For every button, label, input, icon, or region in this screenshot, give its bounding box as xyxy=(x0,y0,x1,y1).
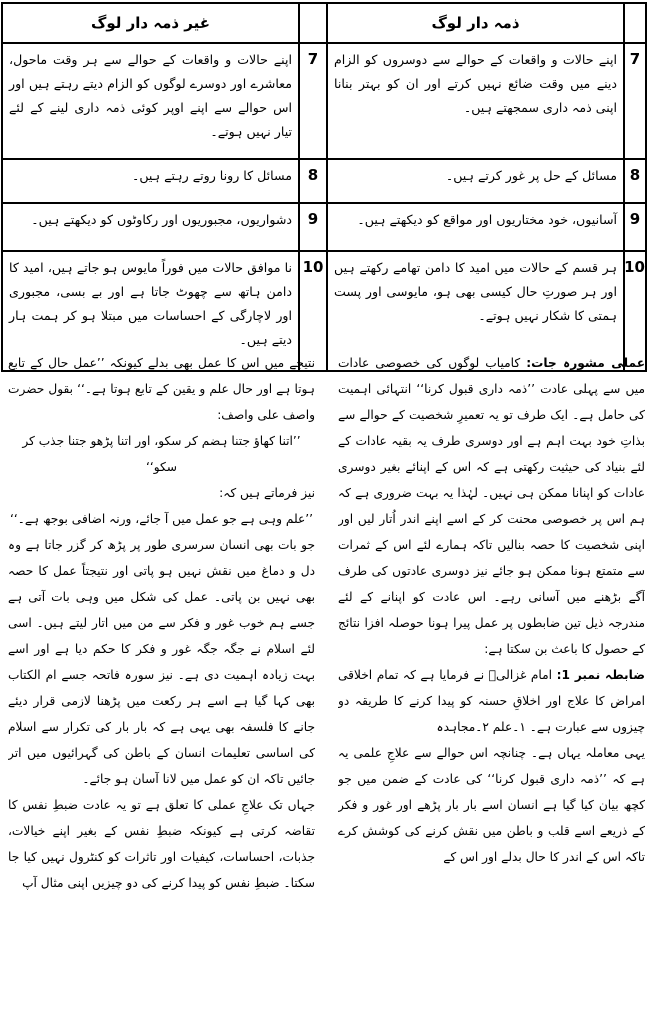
responsible-cell: مسائل کے حل پر غور کرتے ہیں۔ xyxy=(327,159,624,203)
row-number: 8 xyxy=(624,159,646,203)
irresponsible-cell: دشواریوں، مجبوریوں اور رکاوٹوں کو دیکھتے ہیں۔ xyxy=(2,203,299,251)
body-paragraph: نیز فرماتے ہیں کہ: xyxy=(219,486,315,500)
paragraph-text: امام غزالیؒ نے فرمایا ہے کہ تمام اخلاقی امراض کا علاج اور اخلاقِ حسنہ کو پیدا کرنے کا طریقہ دو چیزوں سے عبارت ہے۔ ۱۔علم ۲۔مجاہدہ xyxy=(338,668,645,734)
table-row xyxy=(2,159,646,203)
body-paragraph: جو بات بھی انسان سرسری طور پر پڑھ کر گزر جاتا ہے وہ دل و دماغ میں نقش نہیں ہو پاتی اور نتیجتاً عمل کا حصہ بھی نہیں بن پاتی۔ عمل کی شکل میں وہی بات آتی ہے جسے ہم خوب غور و فکر سے من میں اتار لیتے ہیں۔ اسی لئے اسلام نے جگہ جگہ غور و فکر کا حکم دیا ہے اور اسے بہت زیادہ اہمیت دی ہے۔ نیز سورہ فاتحہ جسے ام الکتاب بھی کہا گیا ہے اسے ہر رکعت میں پڑھنا لازمی قرار دیئے جانے کا فلسفہ بھی یہی ہے کہ بار بار کی تکرار سے اسلام کی اساسی تعلیمات انسان کے باطن کی گہرائیوں میں اتر جائیں تاکہ ان کو عمل میں لانا آسان ہو جائے۔ xyxy=(8,538,315,786)
responsible-cell: ہر قسم کے حالات میں امید کا دامن تھامے رکھتے ہیں اور ہر صورتِ حال کیسی بھی ہو، مایوسی اور پست ہمتی کا شکار نہیں ہوتے۔ xyxy=(327,251,624,371)
irresponsible-cell: اپنے حالات و واقعات کے حوالے سے ہر وقت ماحول، معاشرے اور دوسرے لوگوں کو الزام دیتے رہتے ہیں اور اس حوالے سے اپنے اوپر کوئی ذمہ داری لینے کے لئے تیار نہیں ہوتے۔ xyxy=(2,43,299,159)
rule-label: ضابطہ نمبر 1: xyxy=(556,668,645,682)
header-number-cell-2 xyxy=(299,3,327,43)
row-number: 7 xyxy=(624,43,646,159)
row-number: 10 xyxy=(624,251,646,371)
paragraph-text: کامیاب لوگوں کی خصوصی عادات میں سے پہلی عادت ’’ذمہ داری قبول کرنا‘‘ انتہائی اہمیت کی حامل ہے۔ ایک طرف تو یہ تعمیرِ شخصیت کے حوالے سے بذاتِ خود بہت اہم ہے اور دوسری طرف یہ بقیہ عادات کے لئے بنیاد کی حیثیت رکھتی ہے کہ اس کے اپنائے بغیر دوسری عادات کو اپنانا ممکن ہی نہیں۔ لہٰذا یہ بہت ضروری ہے کہ ہم اس پر خصوصی محنت کر کے اسے اپنے اندر اُتار لیں اور اپنی شخصیت کا حصہ بنالیں تاکہ ہمارے لئے اس کے ثمرات سے متمتع ہونا ممکن ہو جائے نیز دوسری عادتوں کی طرف آگے بڑھنے میں آسانی رہے۔ اس عادت کو اپنانے کے لئے مندرجہ ذیل تین ضابطوں پر عمل پیرا ہونا حوصلہ افزا نتائج کے حصول کا باعث بن سکتا ہے: xyxy=(338,356,645,656)
irresponsible-cell: مسائل کا رونا روتے رہتے ہیں۔ xyxy=(2,159,299,203)
left-text-column xyxy=(8,350,315,1032)
row-number: 8 xyxy=(299,159,327,203)
responsible-cell: اپنے حالات و واقعات کے حوالے سے دوسروں کو الزام دینے میں وقت ضائع نہیں کرتے اور ان کو بہتر بنانا اپنی ذمہ داری سمجھتے ہیں۔ xyxy=(327,43,624,159)
quotation: ’’علم وہی ہے جو عمل میں آ جائے، ورنہ اضافی بوجھ ہے۔‘‘ xyxy=(9,512,314,526)
right-text-column xyxy=(338,350,645,1032)
quotation: ’’اتنا کھاؤ جتنا ہضم کر سکو، اور اتنا پڑھو جتنا جذب کر سکو‘‘ xyxy=(22,434,301,474)
row-number: 10 xyxy=(299,251,327,371)
comparison-table xyxy=(1,2,647,372)
body-paragraph: یہی معاملہ یہاں ہے۔ چنانچہ اس حوالے سے علاجِ علمی یہ ہے کہ ’’ذمہ داری قبول کرنا‘‘ کی عادت کے ضمن میں جو کچھ بیان کیا گیا ہے انسان اسے بار بار پڑھے اور غور و فکر کے ذریعے اسے قلب و باطن میں نقش کرنے کی کوشش کرے تاکہ اس کے اندر کا حال بدلے اور اس کے xyxy=(338,746,645,864)
body-paragraph xyxy=(338,350,645,662)
body-paragraph xyxy=(338,662,645,740)
table-row xyxy=(2,203,646,251)
responsible-cell: آسانیوں، خود مختاریوں اور مواقع کو دیکھتے ہیں۔ xyxy=(327,203,624,251)
body-paragraph: نتیجے میں اس کا عمل بھی بدلے کیونکہ ’’عمل حال کے تابع ہوتا ہے اور حال علم و یقین کے تابع ہوتا ہے۔‘‘ بقول حضرت واصف علی واصف: xyxy=(8,356,315,422)
header-number-cell xyxy=(624,3,646,43)
body-paragraph: جہاں تک علاجِ عملی کا تعلق ہے تو یہ عادت ضبطِ نفس کا تقاضہ کرتی ہے کیونکہ ضبطِ نفس کے بغیر اپنے خیالات، جذبات، احساسات، کیفیات اور تاثرات کو کنٹرول نہیں کیا جا سکتا۔ ضبطِ نفس کو پیدا کرنے کی دو چیزیں اپنی مثال آپ xyxy=(8,798,315,890)
table-row xyxy=(2,43,646,159)
row-number: 7 xyxy=(299,43,327,159)
row-number: 9 xyxy=(299,203,327,251)
header-irresponsible: غیر ذمہ دار لوگ xyxy=(2,3,299,43)
header-responsible: ذمہ دار لوگ xyxy=(327,3,624,43)
section-heading: عملی مشورہ جات: xyxy=(526,356,645,370)
irresponsible-cell: نا موافق حالات میں فوراً مایوس ہو جاتے ہیں، امید کا دامن ہاتھ سے چھوٹ جاتا ہے اور بے بسی، مجبوری اور لاچارگی کے احساسات میں مبتلا ہو کر ہمت ہار دیتے ہیں۔ xyxy=(2,251,299,371)
row-number: 9 xyxy=(624,203,646,251)
table-header-row xyxy=(2,3,646,43)
